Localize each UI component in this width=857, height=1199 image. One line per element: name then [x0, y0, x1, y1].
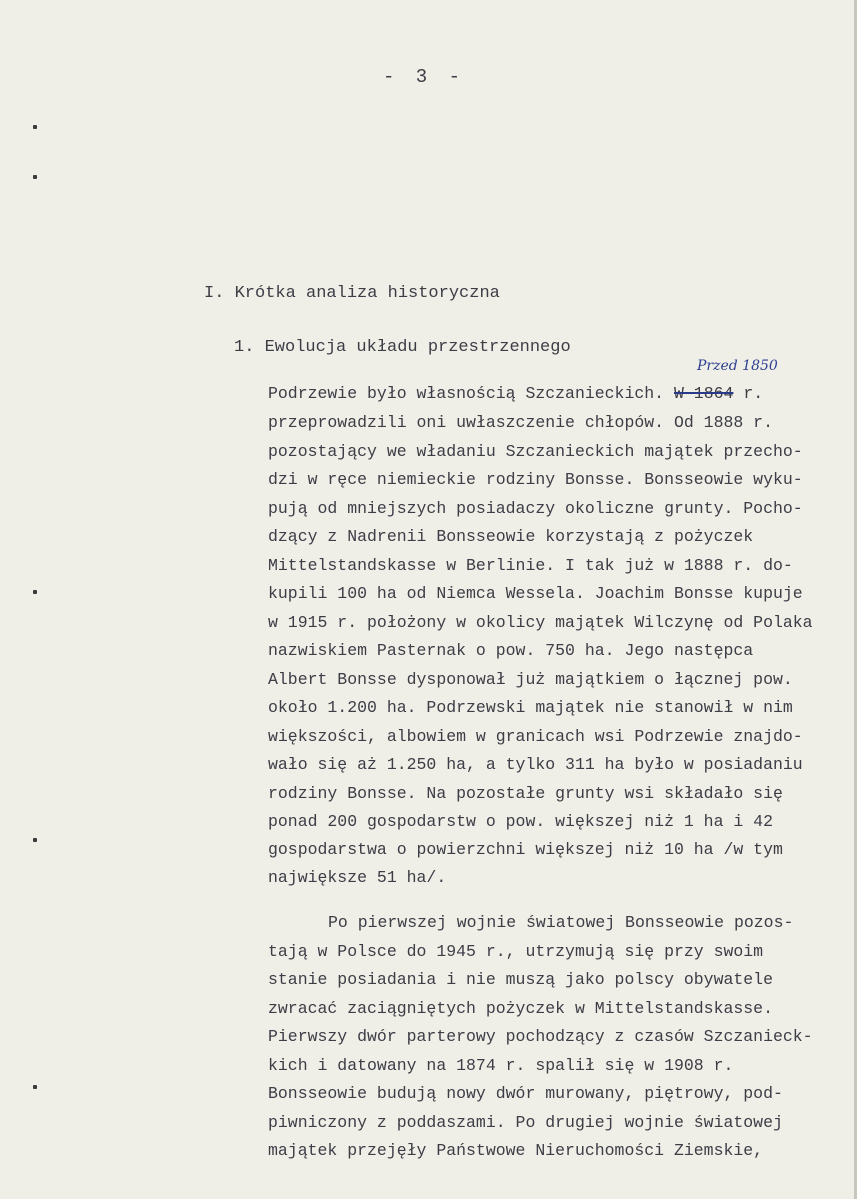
paragraph-line: piwniczony z poddaszami. Po drugiej wojnie światowej	[268, 1113, 783, 1132]
paragraph-line: stanie posiadania i nie muszą jako polscy obywatele	[268, 970, 773, 989]
paragraph-line: największe 51 ha/.	[268, 868, 447, 887]
paragraph-line: majątek przejęły Państwowe Nieruchomości Ziemskie,	[268, 1141, 764, 1160]
struck-text: W 1864	[673, 384, 734, 403]
punch-mark	[33, 590, 37, 594]
paragraph-line: rodziny Bonsse. Na pozostałe grunty wsi składało się	[268, 784, 783, 803]
page-number: - 3 -	[383, 66, 466, 88]
paragraph-line: pozostający we władaniu Szczanieckich majątek przecho-	[268, 442, 803, 461]
paragraph-line: wało się aż 1.250 ha, a tylko 311 ha było w posiadaniu	[268, 755, 803, 774]
paragraph-line: kupili 100 ha od Niemca Wessela. Joachim Bonsse kupuje	[268, 584, 803, 603]
handwritten-note: Przed 1850	[697, 358, 778, 374]
paragraph-line: większości, albowiem w granicach wsi Podrzewie znajdo-	[268, 727, 803, 746]
paragraph-line: Mittelstandskasse w Berlinie. I tak już w 1888 r. do-	[268, 556, 793, 575]
paragraph-line: ponad 200 gospodarstw o pow. większej niż 1 ha i 42	[268, 812, 773, 831]
paragraph-line: tają w Polsce do 1945 r., utrzymują się przy swoim	[268, 942, 764, 961]
subsection-title: 1. Ewolucja układu przestrzennego	[234, 338, 571, 357]
punch-mark	[33, 1085, 37, 1089]
line-text: r.	[743, 384, 764, 403]
paragraph-line: w 1915 r. położony w okolicy majątek Wilczynę od Polaka	[268, 613, 813, 632]
punch-mark	[33, 175, 37, 179]
paragraph-line: Bonsseowie budują nowy dwór murowany, piętrowy, pod-	[268, 1084, 783, 1103]
paragraph-line: około 1.200 ha. Podrzewski majątek nie stanowił w nim	[268, 698, 793, 717]
line-text: Podrzewie było własnością Szczanieckich.	[268, 384, 665, 403]
paragraph-line: Po pierwszej wojnie światowej Bonsseowie pozos-	[328, 913, 794, 932]
paragraph-line	[268, 384, 763, 404]
paragraph-line: kich i datowany na 1874 r. spalił się w 1908 r.	[268, 1056, 734, 1075]
paragraph-line: zwracać zaciągniętych pożyczek w Mittelstandskasse.	[268, 999, 773, 1018]
paragraph-line: Pierwszy dwór parterowy pochodzący z czasów Szczanieck-	[268, 1027, 813, 1046]
section-title: I. Krótka analiza historyczna	[204, 284, 500, 303]
paragraph-line: przeprowadzili oni uwłaszczenie chłopów. Od 1888 r.	[268, 413, 773, 432]
paragraph-line: pują od mniejszych posiadaczy okoliczne grunty. Pocho-	[268, 499, 803, 518]
punch-mark	[33, 838, 37, 842]
paragraph-line: gospodarstwa o powierzchni większej niż 10 ha /w tym	[268, 840, 783, 859]
paragraph-line: dzący z Nadrenii Bonsseowie korzystają z pożyczek	[268, 527, 754, 546]
paragraph-line: nazwiskiem Pasternak o pow. 750 ha. Jego następca	[268, 641, 754, 660]
paragraph-line: Albert Bonsse dysponował już majątkiem o łącznej pow.	[268, 670, 793, 689]
punch-mark	[33, 125, 37, 129]
paragraph-line: dzi w ręce niemieckie rodziny Bonsse. Bonsseowie wyku-	[268, 470, 803, 489]
